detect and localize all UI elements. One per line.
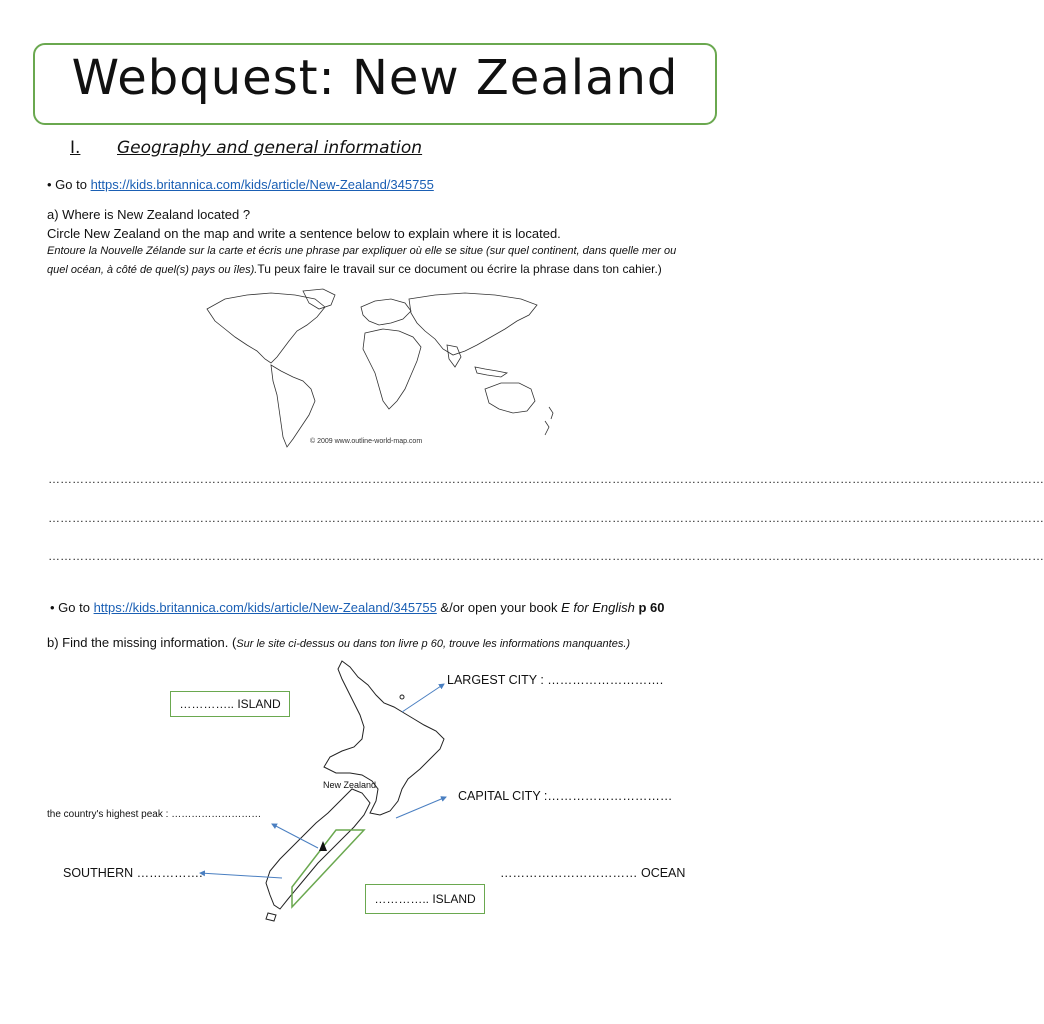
go-to-prefix: • Go to xyxy=(47,177,91,192)
southern-label[interactable]: SOUTHERN ……………. xyxy=(63,866,203,880)
new-zealand-label: New Zealand xyxy=(323,780,377,790)
north-island-box[interactable]: ………….. ISLAND xyxy=(170,691,290,717)
question-b-text: b) Find the missing information. ( xyxy=(47,635,237,650)
question-b-french: Sur le site ci-dessus ou dans ton livre p 60, trouve les informations manquantes.) xyxy=(236,638,631,650)
map-credit: © 2009 www.outline-world-map.com xyxy=(310,438,423,445)
britannica-link-1[interactable]: https://kids.britannica.com/kids/article/New-Zealand/345755 xyxy=(90,177,434,192)
french-italic-part: quel océan, à côté de quel(s) pays ou îles). xyxy=(47,264,258,276)
britannica-link-2[interactable]: https://kids.britannica.com/kids/article/New-Zealand/345755 xyxy=(93,600,437,615)
french-normal-part: Tu peux faire le travail sur ce document ou écrire la phrase dans ton cahier.) xyxy=(257,262,662,276)
question-a-heading: a) Where is New Zealand located ? xyxy=(47,207,251,222)
answer-line-1[interactable]: …………………………………………………………………………………………………………………………………………………………………………………………………………………………… xyxy=(48,472,1044,486)
answer-line-3[interactable]: …………………………………………………………………………………………………………………………………………………………………………………………………………………………… xyxy=(48,549,1044,563)
section-number: I. xyxy=(70,138,81,158)
page-title: Webquest: New Zealand xyxy=(71,50,679,106)
book-title: E for English xyxy=(561,600,635,615)
book-page: p 60 xyxy=(634,600,665,615)
go-to-prefix-2: • Go to xyxy=(50,600,94,615)
largest-city-label[interactable]: LARGEST CITY : ………………………. xyxy=(447,673,664,687)
highest-peak-label[interactable]: the country's highest peak : ……………………… xyxy=(47,809,262,820)
ocean-label[interactable]: …………………………… OCEAN xyxy=(500,866,686,880)
largest-city-arrow xyxy=(402,684,444,712)
answer-line-2[interactable]: …………………………………………………………………………………………………………………………………………………………………………………………………………………………… xyxy=(48,511,1044,525)
capital-city-label[interactable]: CAPITAL CITY :………………………… xyxy=(458,789,673,803)
question-a-instruction: Circle New Zealand on the map and write a sentence below to explain where it is located. xyxy=(47,226,561,241)
question-a-french-1: Entoure la Nouvelle Zélande sur la carte et écris une phrase par expliquer où elle se situe (sur quel continent, dans quelle mer ou xyxy=(47,245,677,257)
book-text: &/or open your book xyxy=(436,600,562,615)
capital-city-arrow xyxy=(396,797,446,818)
south-island-box[interactable]: ………….. ISLAND xyxy=(365,884,485,914)
highest-peak-arrow xyxy=(272,824,318,848)
section-label: Geography and general information xyxy=(117,138,423,158)
southern-arrow xyxy=(200,873,282,878)
